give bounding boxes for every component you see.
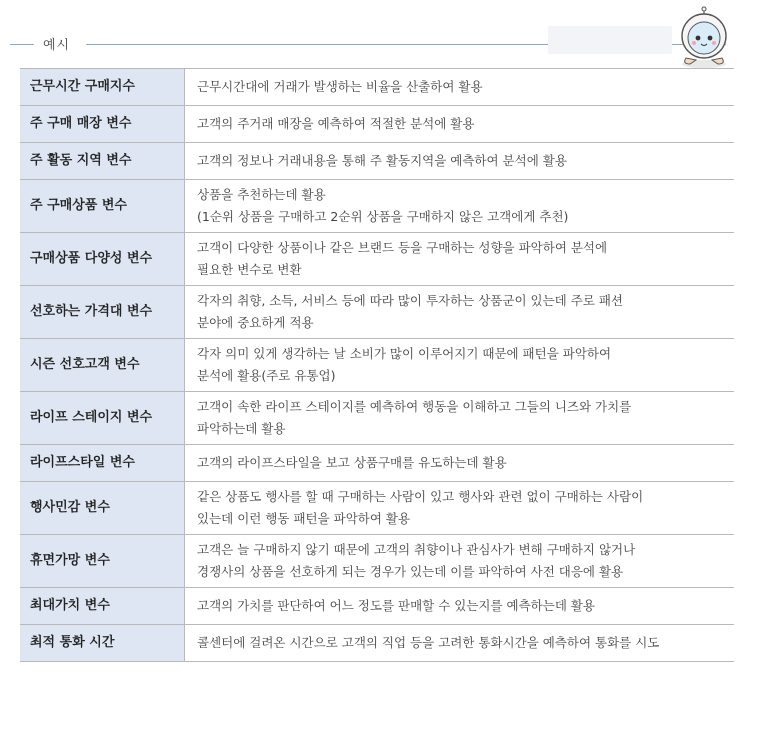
mascot-character-icon — [672, 6, 736, 70]
description-line: 같은 상품도 행사를 할 때 구매하는 사람이 있고 행사와 관련 없이 구매하는 사람이 — [197, 489, 644, 504]
variable-description-cell — [185, 106, 735, 143]
table-row — [20, 69, 734, 106]
variable-name-cell: 주 활동 지역 변수 — [20, 143, 185, 180]
variable-description-cell — [185, 143, 735, 180]
table-row — [20, 588, 734, 625]
variable-name-cell: 행사민감 변수 — [20, 482, 185, 535]
table-row — [20, 445, 734, 482]
variable-description-cell — [185, 180, 735, 233]
variable-name-cell: 주 구매 매장 변수 — [20, 106, 185, 143]
variables-table — [20, 68, 734, 662]
table-row — [20, 392, 734, 445]
table-row — [20, 625, 734, 662]
description-line: 고객의 라이프스타일을 보고 상품구매를 유도하는데 활용 — [197, 455, 507, 470]
description-line: 고객이 다양한 상품이나 같은 브랜드 등을 구매하는 성향을 파악하여 분석에 — [197, 240, 608, 255]
variable-name-cell: 휴면가망 변수 — [20, 535, 185, 588]
variable-name-cell: 구매상품 다양성 변수 — [20, 233, 185, 286]
variable-description-cell — [185, 445, 735, 482]
description-line: 고객의 주거래 매장을 예측하여 적절한 분석에 활용 — [197, 116, 475, 131]
variable-description-cell — [185, 482, 735, 535]
description-line: 분야에 중요하게 적용 — [197, 315, 314, 330]
description-line: 경쟁사의 상품을 선호하게 되는 경우가 있는데 이를 파악하여 사전 대응에 활용 — [197, 564, 624, 579]
variable-description-cell — [185, 339, 735, 392]
description-line: 콜센터에 걸려온 시간으로 고객의 직업 등을 고려한 통화시간을 예측하여 통화를 시도 — [197, 635, 660, 650]
variable-description-cell — [185, 588, 735, 625]
variable-name-cell: 선호하는 가격대 변수 — [20, 286, 185, 339]
faded-watermark-box — [548, 26, 672, 54]
table-row — [20, 339, 734, 392]
description-line: 각자 의미 있게 생각하는 날 소비가 많이 이루어지기 때문에 패턴을 파악하여 — [197, 346, 612, 361]
variable-name-cell: 시즌 선호고객 변수 — [20, 339, 185, 392]
description-line: 분석에 활용(주로 유통업) — [197, 368, 336, 383]
table-row — [20, 286, 734, 339]
header-rule-left — [10, 44, 34, 45]
variable-description-cell — [185, 535, 735, 588]
table-row — [20, 106, 734, 143]
table-row — [20, 143, 734, 180]
variable-name-cell: 최적 통화 시간 — [20, 625, 185, 662]
description-line: 고객은 늘 구매하지 않기 때문에 고객의 취향이나 관심사가 변해 구매하지 않거나 — [197, 542, 636, 557]
variable-name-cell: 주 구매상품 변수 — [20, 180, 185, 233]
description-line: 각자의 취향, 소득, 서비스 등에 따라 많이 투자하는 상품군이 있는데 주로 패션 — [197, 293, 623, 308]
description-line: 파악하는데 활용 — [197, 421, 286, 436]
variable-description-cell — [185, 625, 735, 662]
variable-description-cell — [185, 392, 735, 445]
description-line: 고객이 속한 라이프 스테이지를 예측하여 행동을 이해하고 그들의 니즈와 가치를 — [197, 399, 632, 414]
description-line: 있는데 이런 행동 패턴을 파악하여 활용 — [197, 511, 411, 526]
variable-name-cell: 근무시간 구매지수 — [20, 69, 185, 106]
variable-description-cell — [185, 69, 735, 106]
table-row — [20, 535, 734, 588]
variable-description-cell — [185, 286, 735, 339]
table-row — [20, 180, 734, 233]
description-line: 고객의 가치를 판단하여 어느 정도를 판매할 수 있는지를 예측하는데 활용 — [197, 598, 596, 613]
variable-name-cell: 라이프스타일 변수 — [20, 445, 185, 482]
description-line: (1순위 상품을 구매하고 2순위 상품을 구매하지 않은 고객에게 추천) — [197, 209, 569, 224]
description-line: 상품을 추천하는데 활용 — [197, 187, 326, 202]
variable-name-cell: 라이프 스테이지 변수 — [20, 392, 185, 445]
variable-name-cell: 최대가치 변수 — [20, 588, 185, 625]
table-row — [20, 233, 734, 286]
variable-description-cell — [185, 233, 735, 286]
description-line: 필요한 변수로 변환 — [197, 262, 302, 277]
section-title: 예시 — [43, 38, 71, 53]
description-line: 고객의 정보나 거래내용을 통해 주 활동지역을 예측하여 분석에 활용 — [197, 153, 567, 168]
description-line: 근무시간대에 거래가 발생하는 비율을 산출하여 활용 — [197, 79, 483, 94]
table-row — [20, 482, 734, 535]
